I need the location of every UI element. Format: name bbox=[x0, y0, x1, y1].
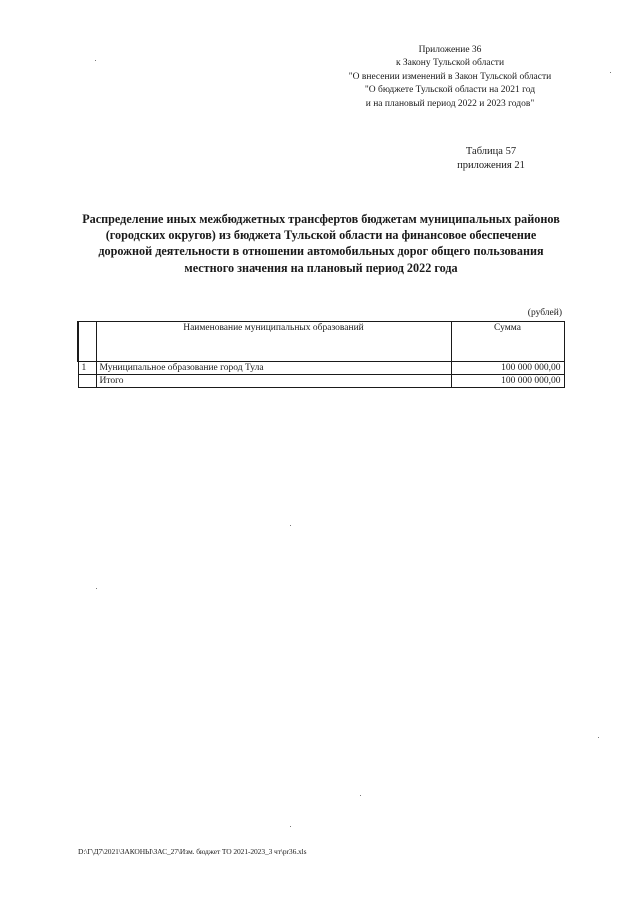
units-label: (рублей) bbox=[527, 308, 562, 318]
scan-speck bbox=[290, 826, 291, 827]
appendix-line-3: "О внесении изменений в Закон Тульской области bbox=[348, 71, 552, 82]
appendix-line-2: к Закону Тульской области bbox=[395, 58, 505, 69]
header-municipality: Наименование муниципальных образований bbox=[96, 322, 451, 362]
scan-speck bbox=[290, 525, 291, 526]
total-sum: 100 000 000,00 bbox=[451, 375, 564, 388]
scan-speck bbox=[610, 72, 611, 73]
row-municipality: Муниципальное образование город Тула bbox=[96, 362, 451, 375]
table-total-row bbox=[78, 375, 564, 388]
appendix-header bbox=[330, 44, 570, 111]
total-number-cell bbox=[78, 375, 96, 388]
header-sum: Сумма bbox=[451, 322, 564, 362]
appendix-line-5: и на плановый период 2022 и 2023 годов" bbox=[365, 98, 535, 109]
scan-speck bbox=[96, 588, 97, 589]
transfers-table bbox=[77, 321, 565, 388]
appendix-line-4: "О бюджете Тульской области на 2021 год bbox=[364, 85, 536, 96]
table-ref-line-2: приложения 21 bbox=[457, 160, 525, 171]
appendix-line-1: Приложение 36 bbox=[418, 45, 482, 55]
row-sum: 100 000 000,00 bbox=[451, 362, 564, 375]
scan-speck bbox=[598, 737, 599, 738]
document-title: Распределение иных межбюджетных трансфертов бюджетам муниципальных районов (городских округов) из бюджета Тульской области на финансовое обеспечение дорожной деятельности в отношении автомобильных дорог общего пользования местного значения на плановый период 2022 года bbox=[82, 212, 560, 275]
scan-speck bbox=[360, 795, 361, 796]
table-row bbox=[78, 362, 564, 375]
total-label: Итого bbox=[96, 375, 451, 388]
row-number: 1 bbox=[78, 362, 96, 375]
table-header-row bbox=[78, 322, 564, 362]
file-path-footer: D:\Г\Д7\2021\ЗАКОНЫ\ЗАС_27\Изм. бюджет ТО 2021-2023_3 чт\pr36.xls bbox=[78, 847, 307, 856]
header-number bbox=[78, 322, 96, 362]
scan-speck bbox=[95, 60, 96, 61]
table-ref-line-1: Таблица 57 bbox=[465, 146, 517, 157]
table-reference bbox=[446, 145, 536, 173]
